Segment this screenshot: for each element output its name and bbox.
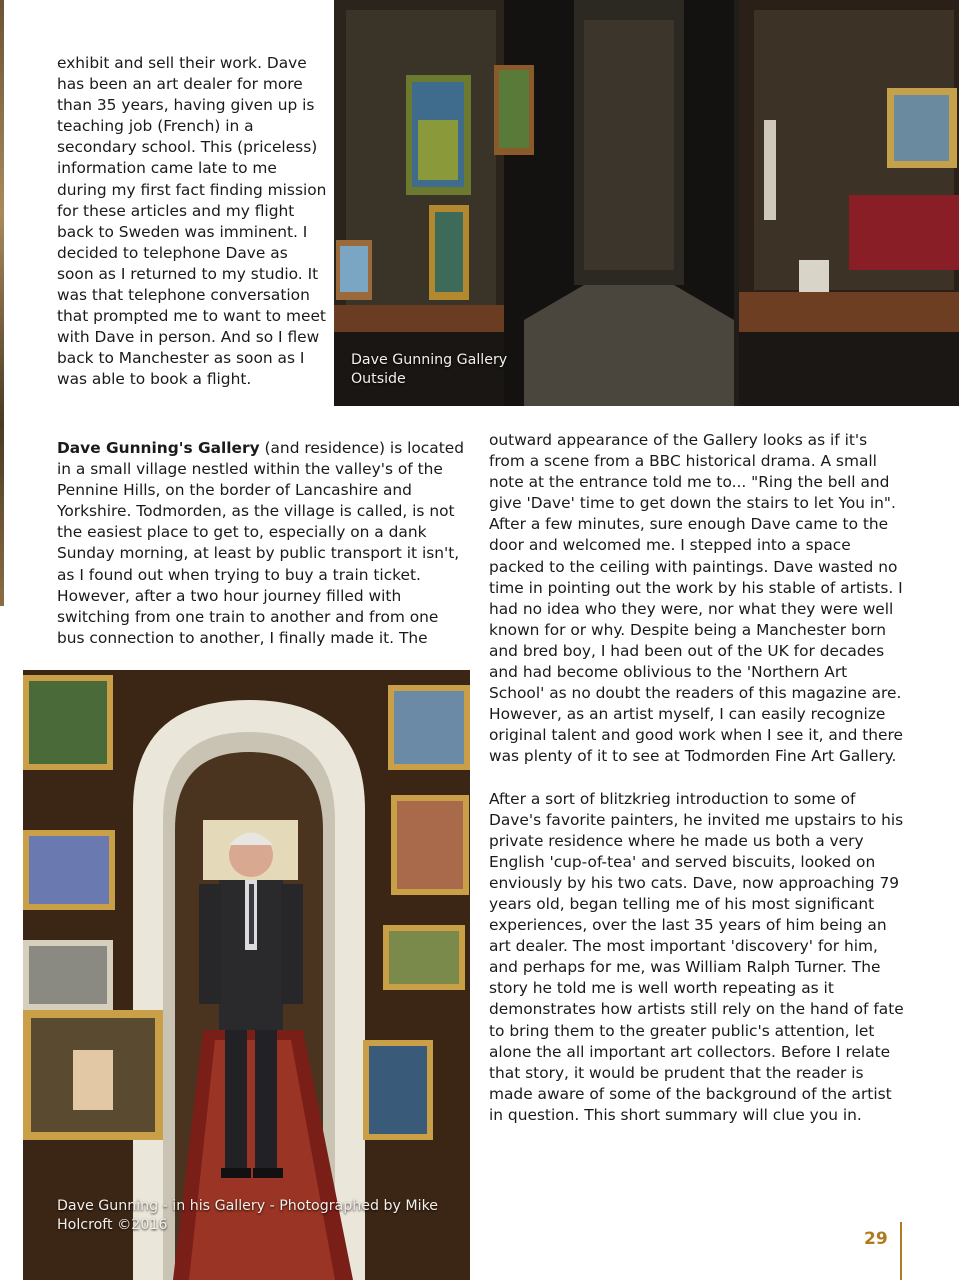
page-number-rule bbox=[900, 1222, 902, 1280]
page-number: 29 bbox=[864, 1229, 888, 1249]
caption-outside-line-1: Dave Gunning Gallery bbox=[351, 352, 508, 368]
intro-text: exhibit and sell their work. Dave has been an art dealer for more than 35 years, having given up is teaching job (French) in a secondary school. This (priceless) information came late to me during my first fact finding mission for these articles and my flight back to Sweden was imminent. I decided to telephone Dave as soon as I returned to my studio. It was that telephone conversation that prompted me to want to meet with Dave in person. And so I flew back to Manchester as soon as I was able to book a flight. bbox=[57, 54, 327, 389]
intro-paragraph bbox=[57, 53, 327, 391]
caption-inside-line-1: Dave Gunning - in his Gallery - Photographed by Mike bbox=[57, 1198, 439, 1214]
gallery-outside-illustration bbox=[334, 0, 959, 406]
left-edge-photo-strip bbox=[0, 0, 4, 606]
gallery-heading: Dave Gunning's Gallery bbox=[57, 439, 260, 457]
right-paragraph-2: After a sort of blitzkrieg introduction to some of Dave's favorite painters, he invited me upstairs to his private residence where he made us both a very English 'cup-of-tea' and served biscuits, looked on enviously by his two cats. Dave, now approaching 79 years old, began telling me of his most significant experiences, over the last 35 years of him being an art dealer. The most important 'discovery' for him, and perhaps for me, was William Ralph Turner. The story he told me is well worth repeating as it demonstrates how artists still rely on the hand of fate to bring them to the greater public's attention, let alone the all important art collectors. Before I relate that story, it would be prudent that the reader is made aware of some of the background of the artist in question. This short summary will clue you in. bbox=[489, 789, 904, 1124]
gallery-paragraph-text bbox=[57, 438, 467, 649]
caption-outside bbox=[351, 351, 551, 389]
right-column bbox=[489, 430, 907, 1126]
dave-in-gallery-illustration bbox=[23, 670, 470, 1280]
gallery-paragraph bbox=[57, 438, 467, 649]
caption-inside-line-2: Holcroft ©2016 bbox=[57, 1217, 168, 1233]
gallery-text: (and residence) is located in a small village nestled within the valley's of the Pennine Hills, on the border of Lancashire and Yorkshire. Todmorden, as the village is called, is not the easiest place to get to, especially on a dank Sunday morning, at least by public transport it isn't, as I found out when trying to buy a train ticket. However, after a two hour journey filled with switching from one train to another and from one bus connection to another, I finally made it. The bbox=[57, 439, 464, 647]
caption-inside bbox=[57, 1197, 457, 1235]
dave-in-gallery-photo bbox=[23, 670, 470, 1280]
caption-outside-line-2: Outside bbox=[351, 371, 406, 387]
gallery-outside-photo bbox=[334, 0, 959, 406]
right-paragraph-1: outward appearance of the Gallery looks as if it's from a scene from a BBC historical drama. A small note at the entrance told me to... "Ring the bell and give 'Dave' time to get down the stairs to let You in". After a few minutes, sure enough Dave came to the door and welcomed me. I stepped into a space packed to the ceiling with paintings. Dave wasted no time in pointing out the work by his stable of artists. I had no idea who they were, nor what they were well known for or why. Despite being a Manchester born and bred boy, I had been out of the UK for decades and had become oblivious to the 'Northern Art School' as no doubt the readers of this magazine are. However, as an artist myself, I can easily recognize original talent and good work when I see it, and there was plenty of it to see at Todmorden Fine Art Gallery. bbox=[489, 431, 903, 766]
